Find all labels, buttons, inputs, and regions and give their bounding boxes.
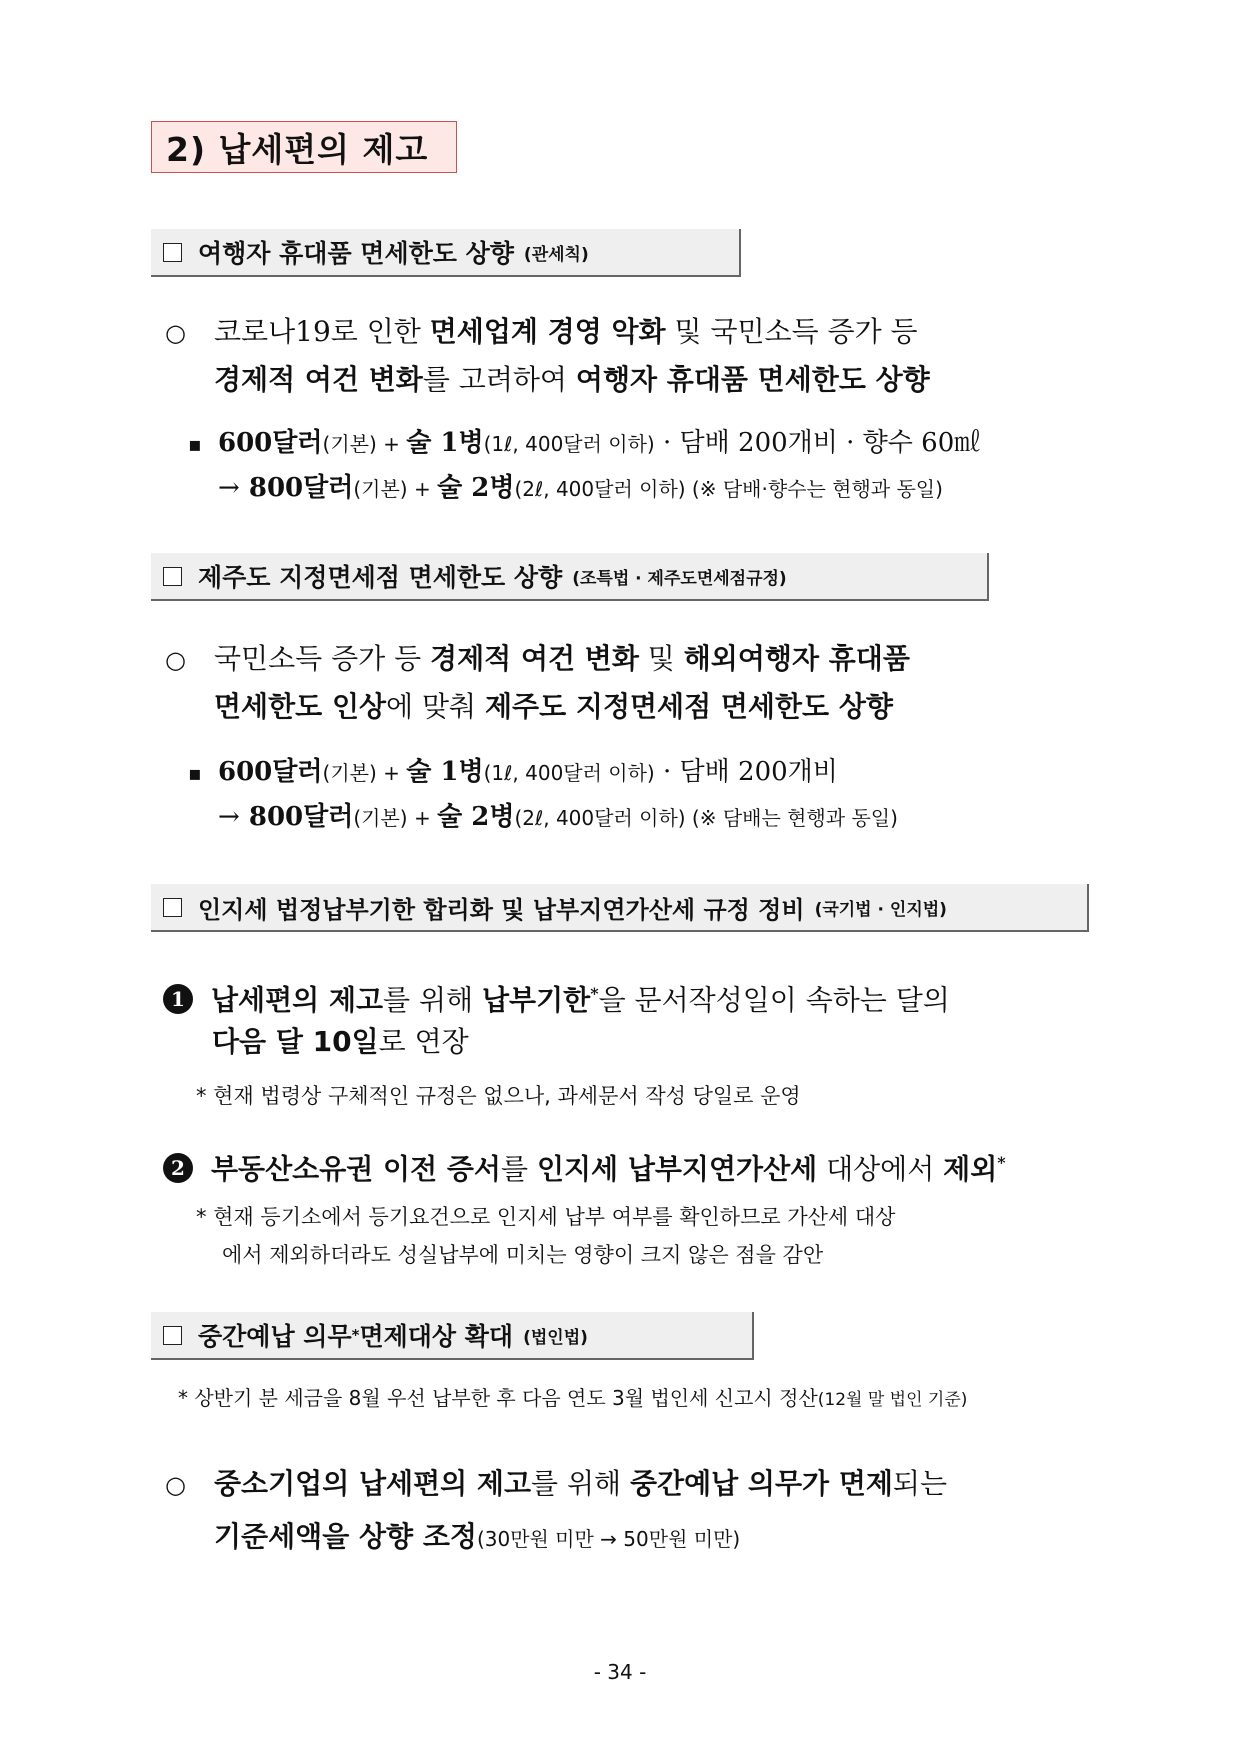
section4-body-line2: 기준세액을 상향 조정(30만원 미만 → 50만원 미만) bbox=[214, 1520, 741, 1553]
section-header-travel-duty-free bbox=[151, 229, 741, 277]
checkbox-icon bbox=[163, 567, 182, 586]
law-reference: (조특법 · 제주도면세점규정) bbox=[572, 568, 787, 589]
section3-item2-note-line2: 에서 제외하더라도 성실납부에 미치는 영향이 크지 않은 점을 감안 bbox=[222, 1243, 824, 1267]
section-header-stamp-tax bbox=[151, 884, 1089, 932]
arrow-icon: → bbox=[218, 473, 240, 503]
checkbox-icon bbox=[163, 243, 182, 262]
section1-body-line1: ○ 코로나19로 인한 면세업계 경영 악화 및 국민소득 증가 등 bbox=[165, 308, 918, 357]
section-header-jeju-duty-free bbox=[151, 553, 989, 601]
section4-note: * 상반기 분 세금을 8월 우선 납부한 후 다음 연도 3월 법인세 신고시 정산(12월 말 법인 기준) bbox=[178, 1386, 968, 1410]
number-one-icon: 1 bbox=[163, 984, 193, 1014]
page-number: - 34 - bbox=[593, 1660, 647, 1684]
section3-item1-note: * 현재 법령상 구체적인 규정은 없으나, 과세문서 작성 당일로 운영 bbox=[196, 1084, 801, 1108]
circle-bullet: ○ bbox=[165, 319, 186, 347]
section-heading: 여행자 휴대품 면세한도 상향 bbox=[198, 239, 514, 268]
law-reference: (법인법) bbox=[523, 1327, 588, 1348]
checkbox-icon bbox=[163, 898, 182, 917]
section3-item2-line1: 2 부동산소유권 이전 증서를 인지세 납부지연가산세 대상에서 제외* bbox=[163, 1139, 1006, 1193]
number-two-icon: 2 bbox=[163, 1153, 193, 1183]
law-reference: (국기법 · 인지법) bbox=[814, 899, 947, 920]
section-heading: 제주도 지정면세점 면세한도 상향 bbox=[198, 563, 563, 592]
page-title bbox=[151, 121, 457, 173]
section2-detail-line1: ▪ 600달러(기본) + 술 1병(1ℓ, 400달러 이하) · 담배 200개비 bbox=[188, 750, 838, 796]
section3-item2-note-line1: * 현재 등기소에서 등기요건으로 인지세 납부 여부를 확인하므로 가산세 대상 bbox=[196, 1205, 896, 1229]
arrow-icon: → bbox=[218, 802, 240, 832]
section1-detail-line1: ▪ 600달러(기본) + 술 1병(1ℓ, 400달러 이하) · 담배 200개비 · 향수 60㎖ bbox=[188, 421, 980, 467]
section-header-interim-prepayment: 중간예납 의무 * 면제대상 확대 (법인법) bbox=[151, 1312, 754, 1360]
checkbox-icon bbox=[163, 1326, 182, 1345]
circle-bullet: ○ bbox=[165, 646, 186, 674]
section3-item1-line1: 1 납세편의 제고를 위해 납부기한*을 문서작성일이 속하는 달의 bbox=[163, 970, 950, 1024]
section2-detail-line2: → 800달러(기본) + 술 2병(2ℓ, 400달러 이하) (※ 담배는 현행과 동일) bbox=[218, 802, 898, 832]
square-bullet: ▪ bbox=[188, 761, 202, 785]
section2-body-line1: ○ 국민소득 증가 등 경제적 여건 변화 및 해외여행자 휴대품 bbox=[165, 635, 910, 684]
section-heading: 중간예납 의무 bbox=[198, 1322, 352, 1351]
law-reference: (관세칙) bbox=[523, 244, 589, 265]
square-bullet: ▪ bbox=[188, 432, 202, 456]
section3-item1-line2: 다음 달 10일로 연장 bbox=[212, 1025, 469, 1058]
section1-detail-line2: → 800달러(기본) + 술 2병(2ℓ, 400달러 이하) (※ 담배·향수는 현행과 동일) bbox=[218, 473, 943, 503]
circle-bullet: ○ bbox=[165, 1471, 186, 1499]
section1-body-line2: 경제적 여건 변화를 고려하여 여행자 휴대품 면세한도 상향 bbox=[214, 363, 930, 396]
section4-body-line1: ○ 중소기업의 납세편의 제고를 위해 중간예납 의무가 면제되는 bbox=[165, 1460, 947, 1509]
page-title-text: 2) 납세편의 제고 bbox=[166, 129, 429, 169]
section-heading: 인지세 법정납부기한 합리화 및 납부지연가산세 규정 정비 bbox=[198, 895, 805, 924]
section2-body-line2: 면세한도 인상에 맞춰 제주도 지정면세점 면세한도 상향 bbox=[214, 690, 893, 723]
